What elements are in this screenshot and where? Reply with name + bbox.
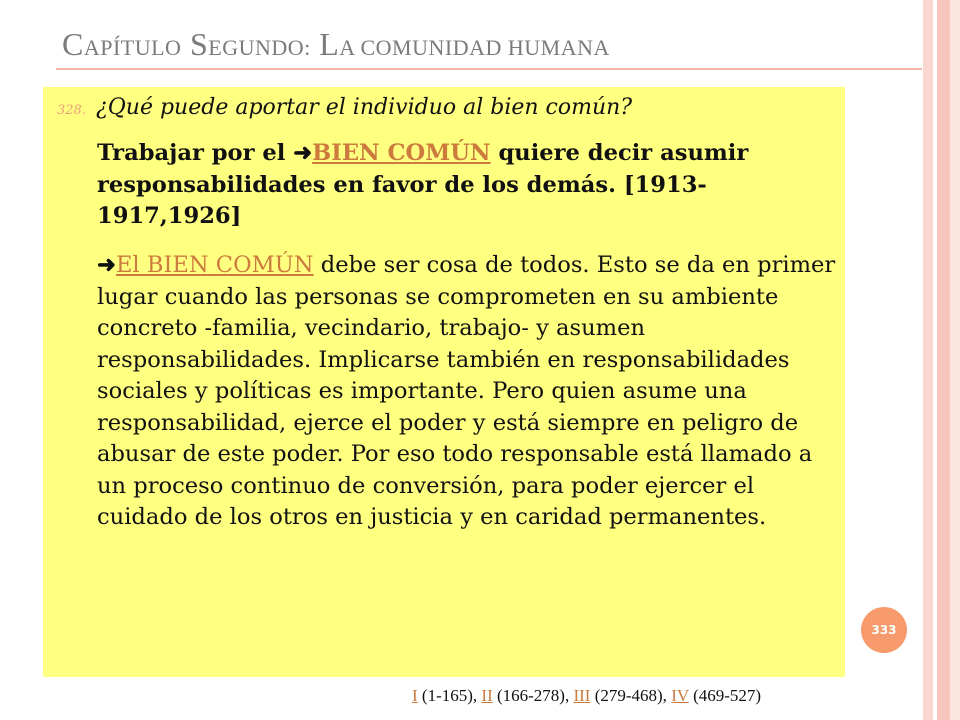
- arrow-icon: ➜: [293, 140, 313, 166]
- title-word: EGUNDO:: [208, 35, 311, 60]
- footer-link-part-1[interactable]: I: [412, 686, 418, 705]
- decorative-stripe: [950, 0, 960, 720]
- footer-index: [412, 686, 761, 706]
- body-paragraph: [97, 250, 839, 534]
- title-divider: [56, 68, 922, 70]
- page-number-badge: 333: [861, 607, 907, 653]
- decorative-stripe: [937, 0, 950, 720]
- answer-rest: quiere decir asumir responsabilidades en favor de los demás. [1913-1917,1926]: [97, 140, 749, 229]
- footer-link-part-2[interactable]: II: [481, 686, 493, 705]
- title-word: A COMUNIDAD HUMANA: [339, 35, 610, 60]
- title-initial: L: [319, 26, 340, 62]
- question-number: 328.: [57, 103, 86, 118]
- footer-range: (1-165),: [421, 686, 478, 705]
- footer-range: (166-278),: [496, 686, 570, 705]
- footer-range: (469-527): [693, 686, 762, 705]
- el-bien-comun-link[interactable]: El BIEN COMÚN: [115, 252, 314, 278]
- title-initial: S: [189, 26, 209, 62]
- footer-range: (279-468),: [594, 686, 667, 705]
- arrow-icon: ➜: [97, 252, 116, 278]
- footer-link-part-4[interactable]: IV: [671, 686, 689, 705]
- decorative-stripe: [923, 0, 933, 720]
- bien-comun-link[interactable]: BIEN COMÚN: [312, 140, 491, 166]
- question-text: ¿Qué puede aportar el individuo al bien común?: [95, 95, 633, 120]
- question: [57, 95, 632, 120]
- body-rest: debe ser cosa de todos. Esto se da en primer lugar cuando las personas se comprometen en su ambiente concreto -familia, vecindario, trabajo- y asumen responsabilidades. Implicarse también en responsabilidades sociales y políticas es importante. Pero quien asume una responsabilidad, ejerce el poder y está siempre en peligro de abusar de este poder. Por eso todo responsable está llamado a un proceso continuo de conversión, para poder ejercer el cuidado de los otros en justicia y en caridad permanentes.: [97, 252, 836, 530]
- title-word: APÍTULO: [83, 35, 182, 60]
- footer-link-part-3[interactable]: III: [573, 686, 591, 705]
- answer-lead: Trabajar por el: [97, 140, 286, 166]
- answer-paragraph: [97, 138, 839, 233]
- page-title: [62, 26, 902, 63]
- title-initial: C: [62, 26, 84, 62]
